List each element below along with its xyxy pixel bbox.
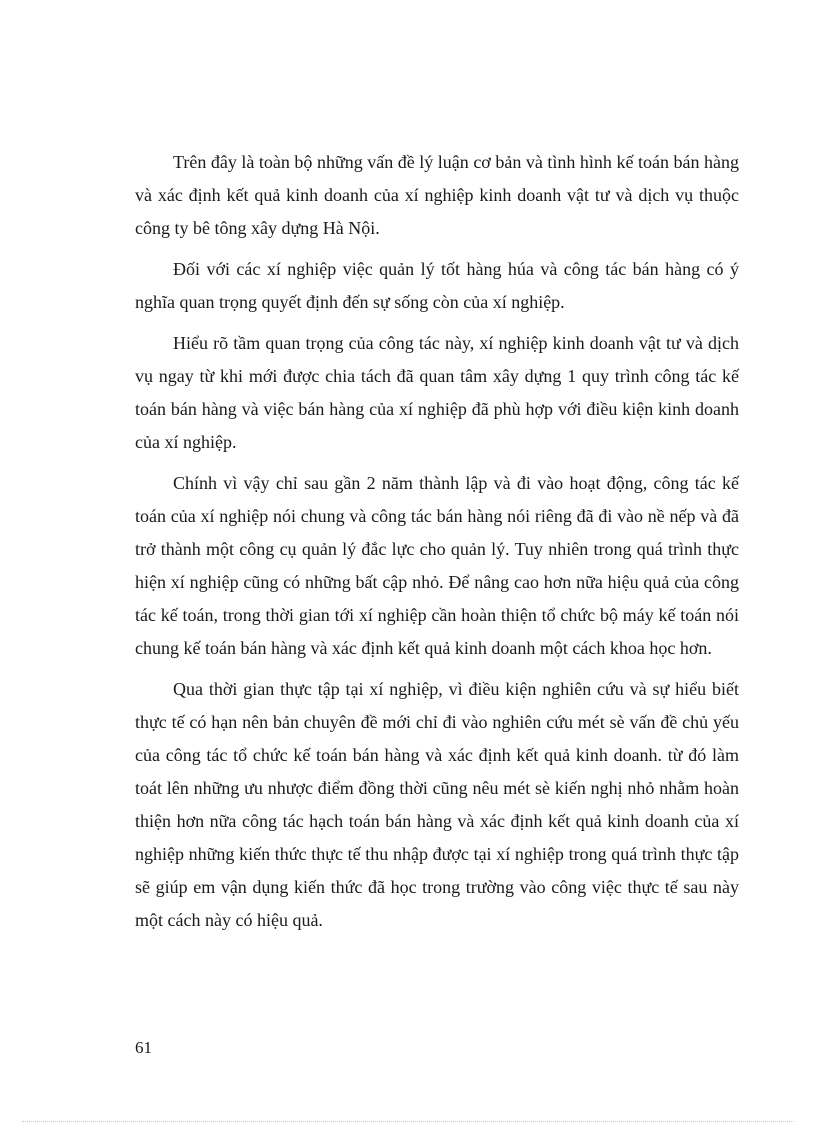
- paragraph-4: Chính vì vậy chỉ sau gần 2 năm thành lập và đi vào hoạt động, công tác kế toán của xí nghiệp nói chung và công tác bán hàng nói riêng đã đi vào nề nếp và đã trở thành một công cụ quản lý đắc lực cho quản lý. Tuy nhiên trong quá trình thực hiện xí nghiệp cũng có những bất cập nhỏ. Để nâng cao hơn nữa hiệu quả của công tác kế toán, trong thời gian tới xí nghiệp cần hoàn thiện tổ chức bộ máy kế toán nói chung kế toán bán hàng và xác định kết quả kinh doanh một cách khoa học hơn.: [135, 473, 739, 658]
- paragraph-5: Qua thời gian thực tập tại xí nghiệp, vì điều kiện nghiên cứu và sự hiểu biết thực tế có hạn nên bản chuyên đề mới chỉ đi vào nghiên cứu mét sè vấn đề chủ yếu của công tác tổ chức kế toán bán hàng và xác định kết quả kinh doanh. từ đó làm toát lên những ưu nhược điểm đồng thời cũng nêu mét sè kiến nghị nhỏ nhằm hoàn thiện hơn nữa công tác hạch toán bán hàng và xác định kết quả kinh doanh của xí nghiệp những kiến thức thực tế thu nhập được tại xí nghiệp trong quá trình thực tập sẽ giúp em vận dụng kiến thức đã học trong trường vào công việc thực tế sau này một cách này có hiệu quả.: [135, 679, 739, 930]
- paragraph-3: Hiểu rõ tầm quan trọng của công tác này, xí nghiệp kinh doanh vật tư và dịch vụ ngay từ khi mới được chia tách đã quan tâm xây dựng 1 quy trình công tác kế toán bán hàng và việc bán hàng của xí nghiệp đã phù hợp với điều kiện kinh doanh của xí nghiệp.: [135, 333, 739, 452]
- paragraph-1: Trên đây là toàn bộ những vấn đề lý luận cơ bản và tình hình kế toán bán hàng và xác định kết quả kinh doanh của xí nghiệp kinh doanh vật tư và dịch vụ thuộc công ty bê tông xây dựng Hà Nội.: [135, 152, 739, 238]
- page-number: 61: [135, 1038, 152, 1057]
- page-bottom-divider: [22, 1121, 794, 1122]
- body-text: [135, 146, 739, 945]
- paragraph-2: Đối với các xí nghiệp việc quản lý tốt hàng húa và công tác bán hàng có ý nghĩa quan trọng quyết định đến sự sống còn của xí nghiệp.: [135, 259, 739, 312]
